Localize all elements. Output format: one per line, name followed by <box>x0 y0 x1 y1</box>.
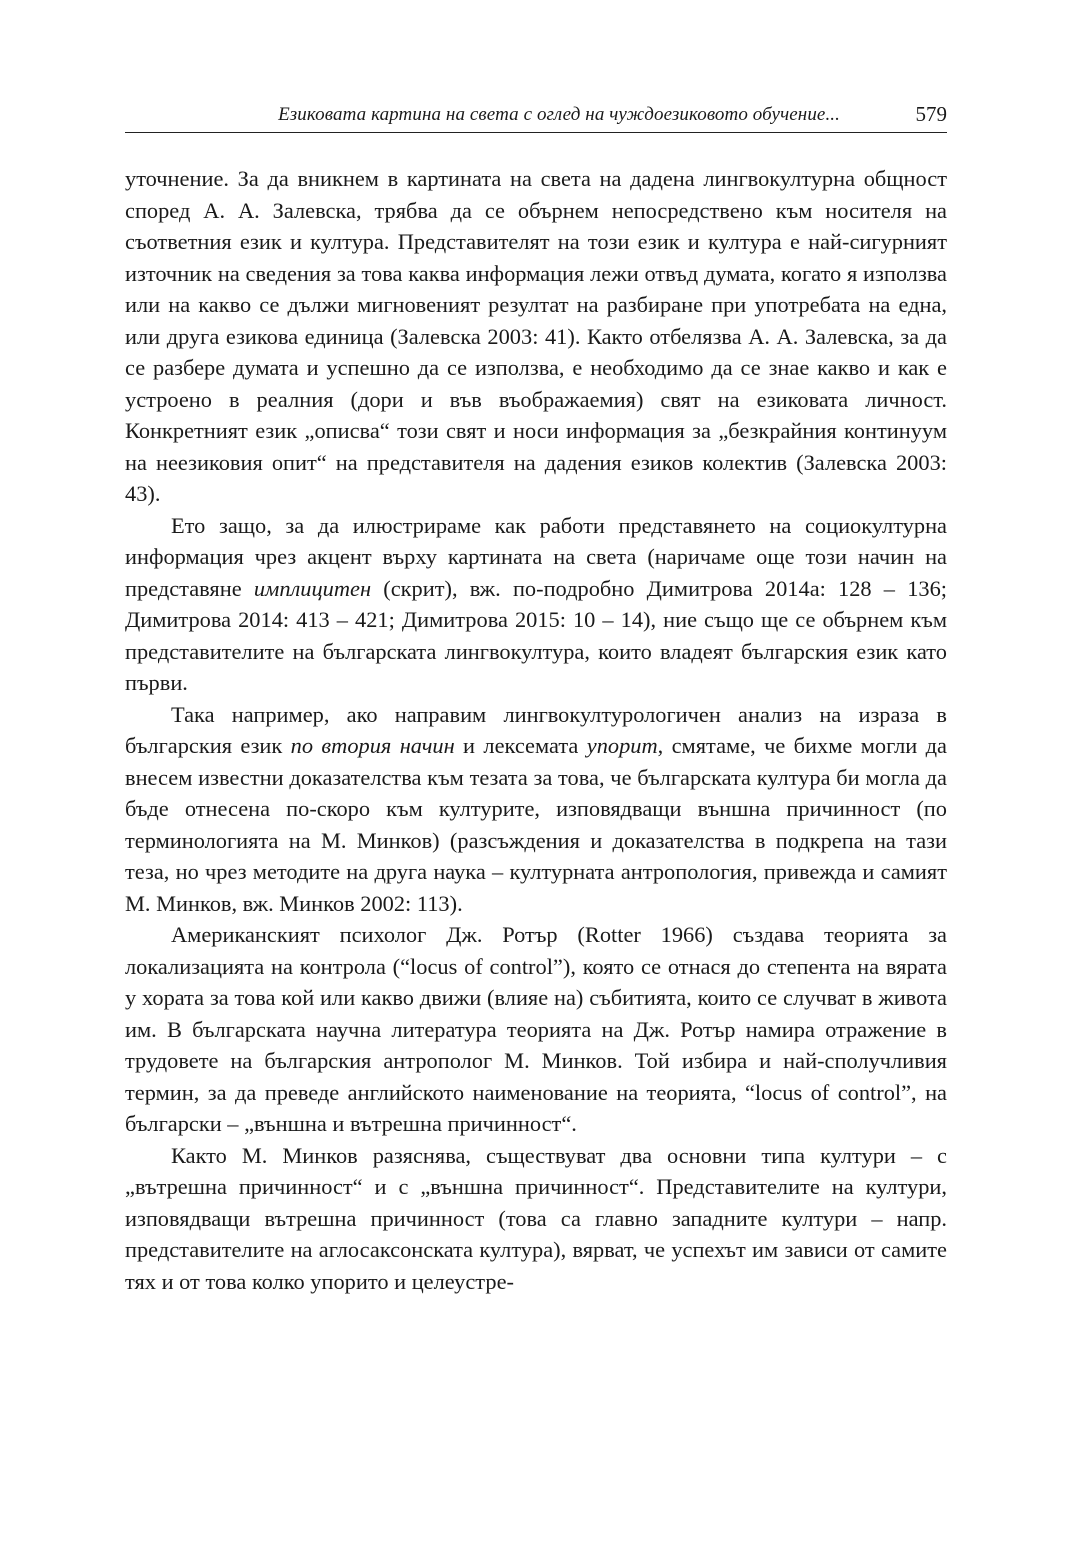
paragraph-2 <box>125 510 947 699</box>
paragraph-2-text-b: (скрит), вж. по-подробно Димитрова 2014а: 128 – 136; Димитрова 2014: 413 – 421; Димитрова 2015: 10 – 14), ние също ще се обърнем към представителите на българската лингвокултура, които владеят българския език като първи. <box>125 575 947 695</box>
running-header <box>125 100 947 133</box>
body-text <box>125 163 947 1297</box>
paragraph-4: Американският психолог Дж. Ротър (Rotter 1966) създава теорията за локализацията на контрола (“locus of control”), която се отнася до степента на вярата у хората за това кой или какво движи (влияе на) събитията, които се случват в живота им. В българската научна литература теорията на Дж. Ротър намира отражение в трудовете на българския антрополог М. Минков. Той избира и най-сполучливия термин, за да преведе английското наименование на теорията, “locus of control”, на български – „външна и вътрешна причинност“. <box>125 922 947 1136</box>
paragraph-5: Както М. Минков разяснява, съществуват два основни типа култури – с „вътрешна причинност“ и с „външна причинност“. Представителите на култури, изповядващи вътрешна причинност (това са главно западните култури – напр. представителите на аглосаксонската култура), вярват, че успехът им зависи от самите тях и от това колко упорито и целеустре- <box>125 1142 947 1294</box>
running-title: Езиковата картина на света с оглед на чуждоезиковото обучение... <box>278 104 840 125</box>
paragraph-2-text-a: Ето защо, за да илюстрираме как работи представянето на социокултурна информация чрез акцент върху картината на света (наричаме още този начин на представяне <box>125 512 947 601</box>
paragraph-3-emphasis-2: упорит <box>586 733 658 758</box>
paragraph-3 <box>125 699 947 920</box>
paragraph-3-text-c: , смятаме, че бихме могли да внесем известни доказателства към тезата за това, че българската култура би могла да бъде отнесена по-скоро към културите, изповядващи външна причинност (по терминологията на М. Минков) (разсъждения и доказателства в подкрепа на тази теза, но чрез методите на друга наука – културната антропология, привежда и самият М. Минков, вж. Минков 2002: 113). <box>125 733 947 916</box>
page-number: 579 <box>915 102 947 126</box>
paragraph-2-emphasis: имплицитен <box>253 575 372 601</box>
paragraph-3-text-a: Така например, ако направим лингвокултурологичен анализ на израза в българския език <box>125 701 947 758</box>
paragraph-3-text-b: и лексемата <box>454 733 587 758</box>
paragraph-1: уточнение. За да вникнем в картината на света на дадена лингвокултурна общност според А. А. Залевска, трябва да се обърнем непосредствено към носителя на съответния език и култура. Представителят на този език и култура е най-сигурният източник на сведения за това каква информация лежи отвъд думата, когато я използва или на какво се дължи мигновеният резултат на разбиране при употребата на една, или друга езикова единица (Залевска 2003: 41). Както отбелязва А. А. Залевска, за да се разбере думата и успешно да се използва, е необходимо да се знае какво и как е устроено в реалния (дори и във въображаемия) свят на езиковата личност. Конкретният език „описва“ този свят и носи информация за „безкрайния континуум на неезиковия опит“ на представителя на дадения езиков колектив (Залевска 2003: 43). <box>125 166 947 506</box>
paragraph-3-emphasis-1: по втория начин <box>290 733 455 758</box>
